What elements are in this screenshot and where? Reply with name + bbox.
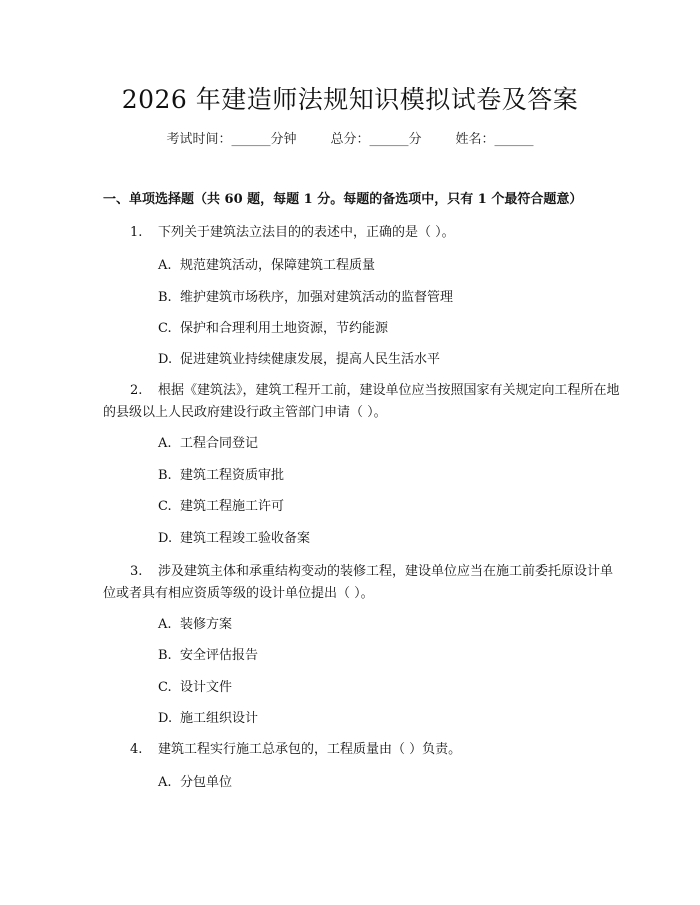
option-text: 建筑工程竣工验收备案	[180, 531, 311, 546]
question-number: 3.	[130, 564, 143, 579]
option-label: A.	[158, 436, 172, 451]
total-score-field: 总分：______分	[330, 132, 422, 147]
question-3	[103, 561, 623, 605]
question-2-option-a	[158, 434, 618, 454]
question-1	[103, 222, 623, 244]
option-text: 保护和合理利用土地资源，节约能源	[180, 321, 389, 336]
option-text: 装修方案	[180, 617, 233, 632]
option-text: 分包单位	[180, 775, 233, 790]
question-1-option-d	[158, 350, 618, 370]
option-label: A.	[158, 617, 172, 632]
question-1-option-c	[158, 319, 618, 339]
question-2-option-d	[158, 529, 618, 549]
option-label: D.	[158, 531, 173, 546]
question-1-option-a	[158, 256, 618, 276]
question-text: 根据《建筑法》，建筑工程开工前，建设单位应当按照国家有关规定向工程所在地的县级以上人民政府建设行政主管部门申请（ ）。	[103, 383, 620, 420]
question-3-option-d	[158, 709, 618, 729]
option-label: C.	[158, 499, 172, 514]
question-3-option-a	[158, 615, 618, 635]
option-text: 设计文件	[180, 680, 233, 695]
option-label: D.	[158, 352, 173, 367]
question-text: 建筑工程实行施工总承包的，工程质量由（ ）负责。	[158, 742, 462, 757]
question-3-option-b	[158, 646, 618, 666]
option-label: B.	[158, 648, 172, 663]
question-4	[103, 739, 623, 761]
option-text: 安全评估报告	[180, 648, 259, 663]
question-text: 下列关于建筑法立法目的的表述中，正确的是（ ）。	[158, 225, 455, 240]
option-text: 促进建筑业持续健康发展，提高人民生活水平	[180, 352, 441, 367]
option-label: D.	[158, 711, 173, 726]
page-title: 2026 年建造师法规知识模拟试卷及答案	[121, 85, 579, 114]
question-number: 4.	[130, 742, 143, 757]
question-4-option-a	[158, 773, 618, 793]
name-field: 姓名：______	[455, 132, 534, 147]
exam-meta	[0, 131, 700, 149]
option-label: A.	[158, 258, 172, 273]
option-label: C.	[158, 321, 172, 336]
option-text: 维护建筑市场秩序，加强对建筑活动的监督管理	[180, 290, 454, 305]
option-label: C.	[158, 680, 172, 695]
question-2-option-c	[158, 497, 618, 517]
option-text: 工程合同登记	[180, 436, 259, 451]
question-2	[103, 380, 623, 424]
question-number: 2.	[130, 383, 143, 398]
option-label: B.	[158, 290, 172, 305]
option-text: 建筑工程施工许可	[180, 499, 285, 514]
option-label: B.	[158, 468, 172, 483]
exam-time-field: 考试时间：______分钟	[166, 132, 297, 147]
question-text: 涉及建筑主体和承重结构变动的装修工程，建设单位应当在施工前委托原设计单位或者具有相应资质等级的设计单位提出（ ）。	[103, 564, 614, 601]
question-2-option-b	[158, 466, 618, 486]
question-3-option-c	[158, 678, 618, 698]
section-heading: 一、单项选择题（共 60 题，每题 1 分。每题的备选项中，只有 1 个最符合题意）	[103, 192, 583, 207]
option-label: A.	[158, 775, 172, 790]
option-text: 规范建筑活动，保障建筑工程质量	[180, 258, 376, 273]
question-1-option-b	[158, 288, 618, 308]
option-text: 建筑工程资质审批	[180, 468, 285, 483]
question-number: 1.	[130, 225, 143, 240]
option-text: 施工组织设计	[180, 711, 259, 726]
